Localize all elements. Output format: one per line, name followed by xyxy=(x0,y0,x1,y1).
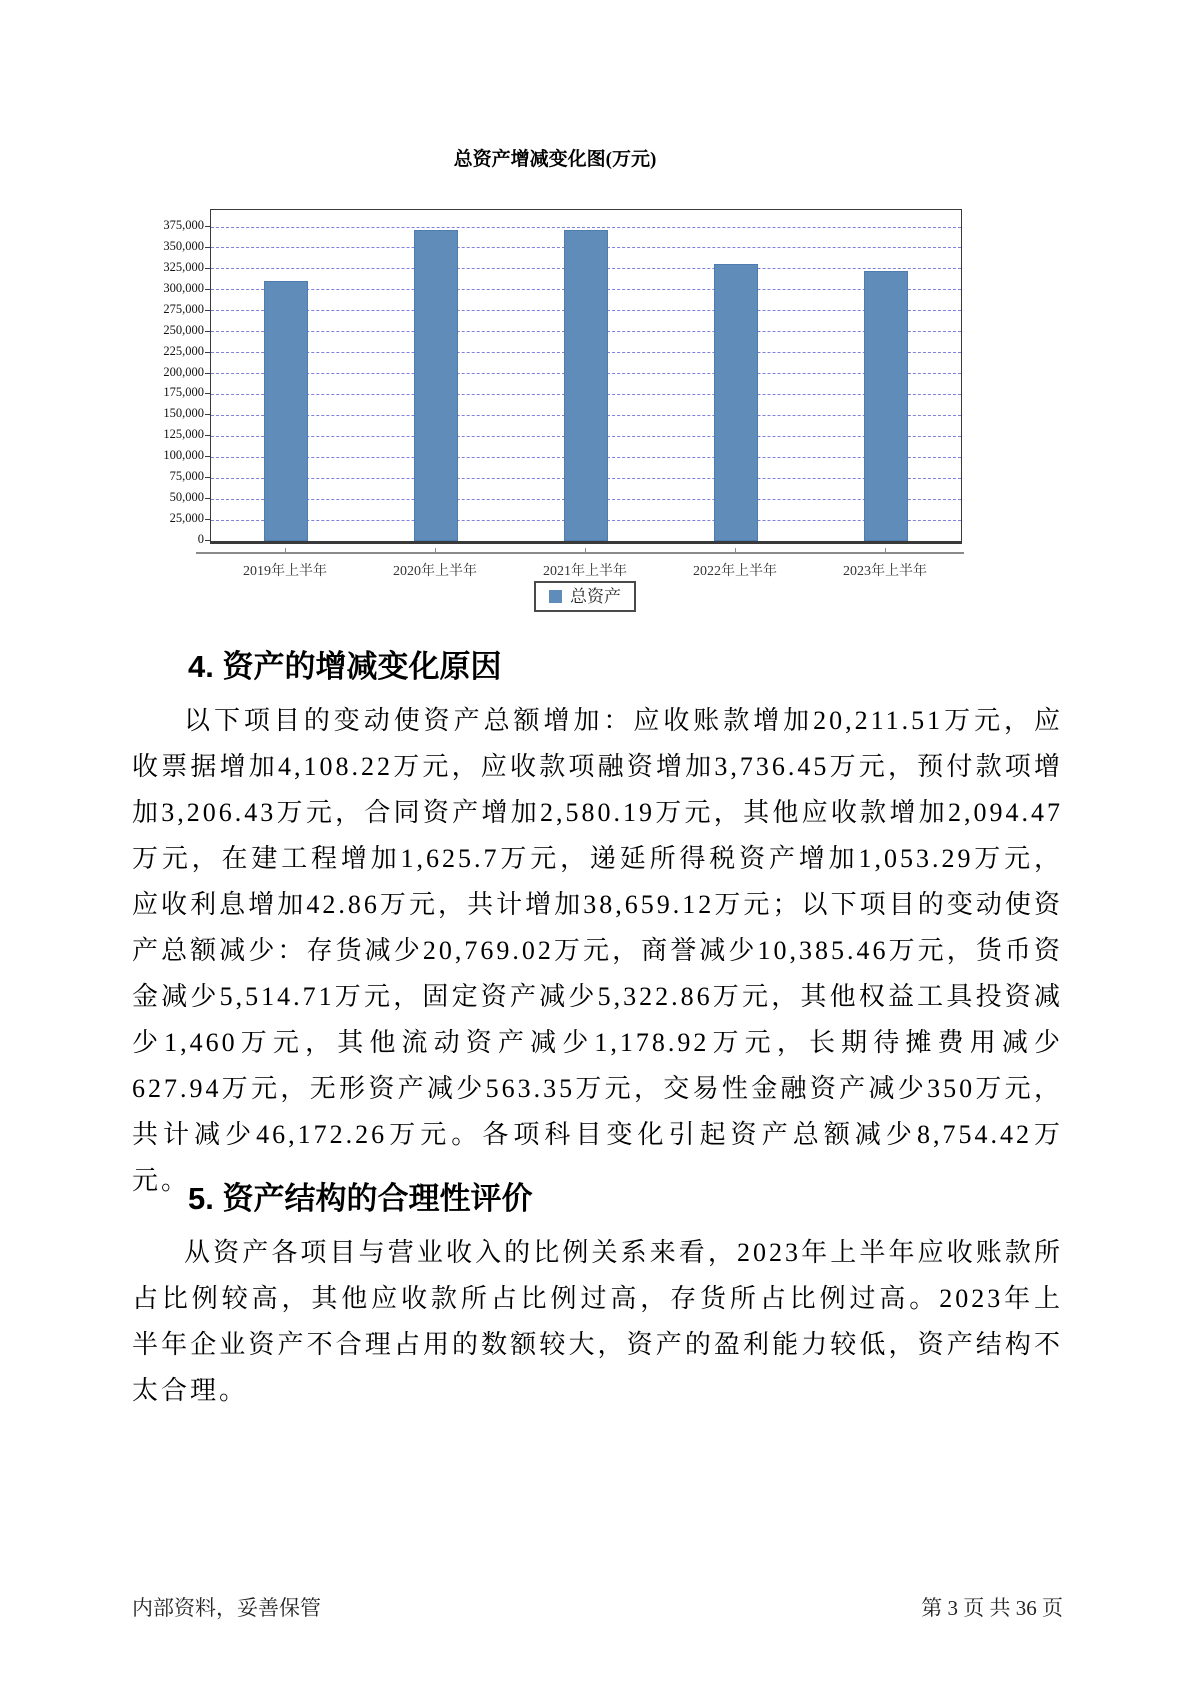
y-tick-label: 175,000 xyxy=(163,385,204,400)
x-tick xyxy=(285,548,286,552)
plot-area xyxy=(210,209,962,544)
y-tick xyxy=(205,268,210,269)
y-tick xyxy=(205,393,210,394)
bar xyxy=(414,230,458,541)
footer-confidential-note: 内部资料，妥善保管 xyxy=(132,1596,321,1620)
y-tick xyxy=(205,477,210,478)
bar xyxy=(264,281,308,541)
y-tick xyxy=(205,414,210,415)
y-tick-label: 350,000 xyxy=(163,238,204,253)
y-tick xyxy=(205,519,210,520)
y-tick-label: 75,000 xyxy=(169,469,204,484)
x-tick xyxy=(885,548,886,552)
y-tick-label: 50,000 xyxy=(169,490,204,505)
bar xyxy=(714,264,758,541)
x-tick xyxy=(435,548,436,552)
y-tick xyxy=(205,498,210,499)
y-tick xyxy=(205,289,210,290)
y-tick-label: 250,000 xyxy=(163,322,204,337)
bar xyxy=(564,230,608,541)
y-tick xyxy=(205,226,210,227)
y-tick-label: 100,000 xyxy=(163,448,204,463)
y-tick xyxy=(205,331,210,332)
total-assets-chart xyxy=(150,140,960,625)
gridline xyxy=(211,227,961,228)
section-body-4: 以下项目的变动使资产总额增加：应收账款增加20,211.51万元，应收票据增加4,108.22万元，应收款项融资增加3,736.45万元，预付款项增加3,206.43万元，合同资产增加2,580.19万元，其他应收款增加2,094.47万元，在建工程增加1,625.7万元，递延所得税资产增加1,053.29万元，应收利息增加42.86万元，共计增加38,659.12万元；以下项目的变动使资产总额减少：存货减少20,769.02万元，商誉减少10,385.46万元，货币资金减少5,514.71万元，固定资产减少5,322.86万元，其他权益工具投资减少1,460万元，其他流动资产减少1,178.92万元，长期待摊费用减少627.94万元，无形资产减少563.35万元，交易性金融资产减少350万元，共计减少46,172.26万元。各项科目变化引起资产总额减少8,754.42万元。 xyxy=(132,706,1063,1195)
y-tick xyxy=(205,540,210,541)
footer-page-number: 第 3 页 共 36 页 xyxy=(921,1596,1063,1620)
chart-legend xyxy=(534,581,636,612)
x-tick-label: 2022年上半年 xyxy=(693,564,777,579)
y-tick xyxy=(205,373,210,374)
legend-swatch-icon xyxy=(549,590,562,603)
y-tick-label: 25,000 xyxy=(169,511,204,526)
y-tick xyxy=(205,456,210,457)
legend-label: 总资产 xyxy=(570,587,621,606)
y-tick xyxy=(205,435,210,436)
y-tick-label: 200,000 xyxy=(163,364,204,379)
x-axis-line xyxy=(196,552,964,554)
bar xyxy=(864,271,908,541)
x-tick xyxy=(585,548,586,552)
y-tick-label: 125,000 xyxy=(163,427,204,442)
y-tick xyxy=(205,310,210,311)
y-tick-label: 225,000 xyxy=(163,343,204,358)
page-footer xyxy=(132,1592,1063,1622)
y-tick xyxy=(205,247,210,248)
section-heading-5: 5. 资产结构的合理性评价 xyxy=(188,1181,533,1216)
x-tick xyxy=(735,548,736,552)
y-tick-label: 275,000 xyxy=(163,301,204,316)
x-tick-label: 2023年上半年 xyxy=(843,564,927,579)
chart-title: 总资产增减变化图(万元) xyxy=(453,149,657,170)
section-body-5: 从资产各项目与营业收入的比例关系来看，2023年上半年应收账款所占比例较高，其他应收款所占比例过高，存货所占比例过高。2023年上半年企业资产不合理占用的数额较大，资产的盈利能力较低，资产结构不太合理。 xyxy=(132,1238,1063,1405)
y-tick-label: 0 xyxy=(197,532,204,546)
y-tick-label: 375,000 xyxy=(163,218,204,232)
section-heading-4: 4. 资产的增减变化原因 xyxy=(188,649,502,684)
y-tick-label: 150,000 xyxy=(163,406,204,421)
x-tick-label: 2019年上半年 xyxy=(243,564,327,579)
y-tick-label: 325,000 xyxy=(163,259,204,274)
x-tick-label: 2021年上半年 xyxy=(543,564,627,579)
y-tick xyxy=(205,352,210,353)
x-tick-label: 2020年上半年 xyxy=(393,564,477,579)
y-tick-label: 300,000 xyxy=(163,280,204,295)
